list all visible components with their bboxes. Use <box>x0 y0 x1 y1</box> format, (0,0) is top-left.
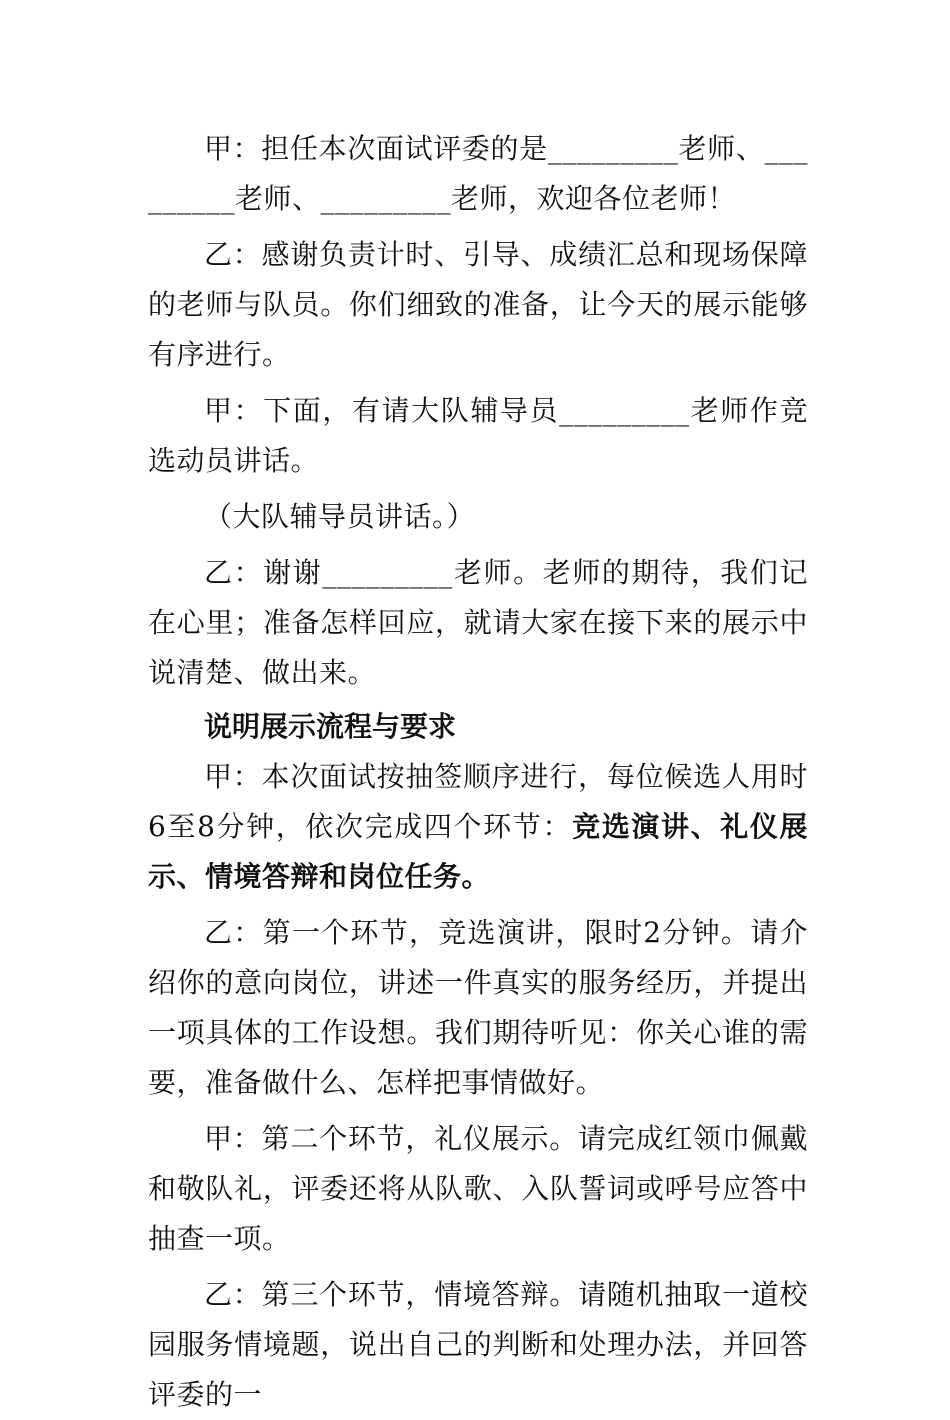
section-heading: 说明展示流程与要求 <box>204 710 457 743</box>
flow-stages-emphasis: 竞选演讲、礼仪展示、情境答辩和岗位任务。 <box>148 810 808 893</box>
paragraph-thanks-counselor: 乙：谢谢_________老师。老师的期待，我们记在心里；准备怎样回应，就请大家在接下来的展示中说清楚、做出来。 <box>148 556 808 689</box>
flow-text: 甲：本次面试按抽签顺序进行，每位候选人用时6至8分钟，依次完成四个环节： <box>148 760 808 843</box>
paragraph-flow <box>148 752 808 902</box>
paragraph-stage-three: 乙：第三个环节，情境答辩。请随机抽取一道校园服务情境题，说出自己的判断和处理办法，并回答评委的一 <box>148 1278 808 1411</box>
paragraph-stage-two: 甲：第二个环节，礼仪展示。请完成红领巾佩戴和敬队礼，评委还将从队歌、入队誓词或呼号应答中抽查一项。 <box>148 1122 808 1255</box>
paragraph-stage-one: 乙：第一个环节，竞选演讲，限时2分钟。请介绍你的意向岗位，讲述一件真实的服务经历，并提出一项具体的工作设想。我们期待听见：你关心谁的需要，准备做什么、怎样把事情做好。 <box>148 916 808 1099</box>
document-page <box>148 124 808 1420</box>
paragraph-thanks-staff: 乙：感谢负责计时、引导、成绩汇总和现场保障的老师与队员。你们细致的准备，让今天的展示能够有序进行。 <box>148 238 808 371</box>
paragraph-counselor-speech-note: （大队辅导员讲话。） <box>204 500 476 533</box>
paragraph-invite-counselor: 甲：下面，有请大队辅导员_________老师作竞选动员讲话。 <box>148 394 808 477</box>
paragraph-judges: 甲：担任本次面试评委的是_________老师、_________老师、_________老师，欢迎各位老师！ <box>148 132 808 215</box>
